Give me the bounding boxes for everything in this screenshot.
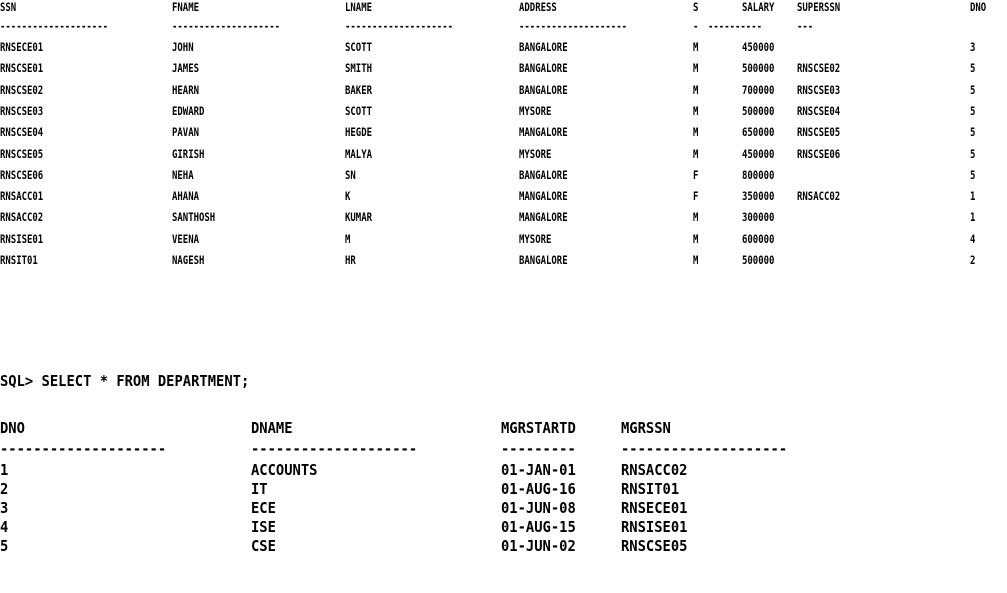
employee-header-row bbox=[0, 0, 987, 20]
cell-mgrstartd: 01-JAN-01 bbox=[501, 461, 576, 479]
cell-address: BANGALORE bbox=[519, 82, 568, 97]
cell-superssn: RNSCSE06 bbox=[797, 146, 841, 161]
cell-sex: M bbox=[693, 61, 699, 76]
cell-mgrssn: RNSCSE05 bbox=[621, 537, 688, 555]
separator: -------------------- bbox=[172, 19, 281, 33]
cell-lname: SN bbox=[345, 167, 356, 182]
cell-dno: 5 bbox=[970, 61, 976, 76]
separator: -------------------- bbox=[519, 19, 628, 33]
cell-sex: M bbox=[693, 125, 699, 140]
cell-mgrstartd: 01-JUN-08 bbox=[501, 499, 576, 517]
cell-mgrssn: RNSIT01 bbox=[621, 480, 680, 498]
cell-sex: M bbox=[693, 210, 699, 225]
cell-superssn: RNSCSE04 bbox=[797, 103, 841, 118]
cell-sex: F bbox=[693, 189, 699, 204]
cell-mgrstartd: 01-JUN-02 bbox=[501, 537, 576, 555]
col-header-ssn: SSN bbox=[0, 0, 17, 14]
cell-sex: M bbox=[693, 40, 699, 54]
cell-address: BANGALORE bbox=[519, 167, 568, 182]
cell-address: MYSORE bbox=[519, 231, 552, 246]
cell-superssn: RNSCSE03 bbox=[797, 82, 841, 97]
cell-dname: IT bbox=[251, 480, 268, 498]
cell-salary: 800000 bbox=[742, 167, 775, 182]
sql-query-text: SQL> SELECT * FROM DEPARTMENT; bbox=[0, 372, 250, 390]
separator: ---------- bbox=[708, 19, 763, 33]
separator: --- bbox=[797, 19, 814, 33]
cell-mgrstartd: 01-AUG-15 bbox=[501, 518, 576, 536]
cell-fname: VEENA bbox=[172, 231, 200, 246]
cell-dno: 4 bbox=[970, 231, 976, 246]
col-header-dno: DNO bbox=[970, 0, 987, 14]
cell-fname: JAMES bbox=[172, 61, 200, 76]
cell-ssn: RNSCSE06 bbox=[0, 167, 44, 182]
cell-salary: 350000 bbox=[742, 189, 775, 204]
cell-salary: 300000 bbox=[742, 210, 775, 225]
col-header-lname: LNAME bbox=[345, 0, 373, 14]
separator: - bbox=[693, 19, 699, 33]
cell-dno: 5 bbox=[970, 103, 976, 118]
cell-sex: M bbox=[693, 231, 699, 246]
separator: -------------------- bbox=[0, 440, 167, 458]
cell-sex: F bbox=[693, 167, 699, 182]
cell-address: MANGALORE bbox=[519, 189, 568, 204]
cell-mgrstartd: 01-AUG-16 bbox=[501, 480, 576, 498]
cell-fname: PAVAN bbox=[172, 125, 200, 140]
cell-fname: NEHA bbox=[172, 167, 194, 182]
cell-dno: 3 bbox=[0, 499, 9, 517]
cell-ssn: RNSCSE02 bbox=[0, 82, 44, 97]
cell-salary: 450000 bbox=[742, 40, 775, 54]
cell-superssn: RNSACC02 bbox=[797, 189, 841, 204]
cell-mgrssn: RNSISE01 bbox=[621, 518, 688, 536]
cell-ssn: RNSACC01 bbox=[0, 189, 44, 204]
cell-sex: M bbox=[693, 253, 699, 267]
cell-fname: SANTHOSH bbox=[172, 210, 216, 225]
cell-dno: 3 bbox=[970, 40, 976, 54]
cell-ssn: RNSACC02 bbox=[0, 210, 44, 225]
cell-address: MANGALORE bbox=[519, 125, 568, 140]
cell-dno: 5 bbox=[970, 82, 976, 97]
col-header-mgrssn: MGRSSN bbox=[621, 419, 671, 437]
cell-ssn: RNSCSE05 bbox=[0, 146, 44, 161]
col-header-salary: SALARY bbox=[742, 0, 775, 14]
cell-fname: EDWARD bbox=[172, 103, 205, 118]
cell-superssn: RNSCSE05 bbox=[797, 125, 841, 140]
cell-ssn: RNSCSE01 bbox=[0, 61, 44, 76]
cell-dno: 5 bbox=[970, 125, 976, 140]
cell-dno: 4 bbox=[0, 518, 9, 536]
cell-fname: NAGESH bbox=[172, 253, 205, 267]
col-header-mgrstartd: MGRSTARTD bbox=[501, 419, 576, 437]
separator: --------- bbox=[501, 440, 576, 458]
cell-lname: MALYA bbox=[345, 146, 373, 161]
cell-fname: JOHN bbox=[172, 40, 194, 54]
separator: -------------------- bbox=[345, 19, 454, 33]
separator: -------------------- bbox=[0, 19, 109, 33]
cell-dno: 5 bbox=[0, 537, 9, 555]
cell-sex: M bbox=[693, 146, 699, 161]
cell-lname: HEGDE bbox=[345, 125, 373, 140]
col-header-address: ADDRESS bbox=[519, 0, 557, 14]
cell-address: MYSORE bbox=[519, 103, 552, 118]
cell-dno: 1 bbox=[970, 189, 976, 204]
cell-sex: M bbox=[693, 103, 699, 118]
cell-lname: HR bbox=[345, 253, 356, 267]
employee-separator-row bbox=[0, 19, 814, 39]
cell-lname: SMITH bbox=[345, 61, 373, 76]
col-header-sex: S bbox=[693, 0, 699, 14]
cell-address: BANGALORE bbox=[519, 253, 568, 267]
cell-sex: M bbox=[693, 82, 699, 97]
separator: -------------------- bbox=[621, 440, 788, 458]
cell-salary: 500000 bbox=[742, 61, 775, 76]
cell-dname: ISE bbox=[251, 518, 276, 536]
cell-dno: 5 bbox=[970, 146, 976, 161]
col-header-fname: FNAME bbox=[172, 0, 200, 14]
col-header-dname: DNAME bbox=[251, 419, 293, 437]
sql-prompt-line bbox=[0, 372, 250, 392]
department-separator-row bbox=[0, 440, 788, 460]
cell-dname: ACCOUNTS bbox=[251, 461, 318, 479]
cell-lname: BAKER bbox=[345, 82, 373, 97]
cell-lname: KUMAR bbox=[345, 210, 373, 225]
cell-salary: 450000 bbox=[742, 146, 775, 161]
cell-fname: HEARN bbox=[172, 82, 200, 97]
cell-dno: 2 bbox=[970, 253, 976, 267]
col-header-superssn: SUPERSSN bbox=[797, 0, 841, 14]
cell-address: MYSORE bbox=[519, 146, 552, 161]
cell-address: BANGALORE bbox=[519, 61, 568, 76]
separator: -------------------- bbox=[251, 440, 418, 458]
col-header-dno: DNO bbox=[0, 419, 25, 437]
cell-salary: 700000 bbox=[742, 82, 775, 97]
cell-dname: ECE bbox=[251, 499, 276, 517]
cell-dno: 1 bbox=[970, 210, 976, 225]
cell-mgrssn: RNSECE01 bbox=[621, 499, 688, 517]
cell-dname: CSE bbox=[251, 537, 276, 555]
cell-lname: SCOTT bbox=[345, 40, 373, 54]
cell-salary: 500000 bbox=[742, 253, 775, 267]
cell-ssn: RNSISE01 bbox=[0, 231, 44, 246]
department-header-row bbox=[0, 419, 671, 439]
cell-lname: SCOTT bbox=[345, 103, 373, 118]
cell-ssn: RNSCSE03 bbox=[0, 103, 44, 118]
cell-mgrssn: RNSACC02 bbox=[621, 461, 688, 479]
cell-fname: GIRISH bbox=[172, 146, 205, 161]
cell-lname: M bbox=[345, 231, 351, 246]
cell-dno: 1 bbox=[0, 461, 9, 479]
cell-salary: 600000 bbox=[742, 231, 775, 246]
cell-salary: 650000 bbox=[742, 125, 775, 140]
cell-lname: K bbox=[345, 189, 351, 204]
cell-ssn: RNSIT01 bbox=[0, 253, 38, 267]
cell-fname: AHANA bbox=[172, 189, 200, 204]
cell-ssn: RNSECE01 bbox=[0, 40, 44, 54]
cell-address: MANGALORE bbox=[519, 210, 568, 225]
cell-salary: 500000 bbox=[742, 103, 775, 118]
cell-address: BANGALORE bbox=[519, 40, 568, 54]
cell-superssn: RNSCSE02 bbox=[797, 61, 841, 76]
cell-dno: 2 bbox=[0, 480, 9, 498]
cell-dno: 5 bbox=[970, 167, 976, 182]
cell-ssn: RNSCSE04 bbox=[0, 125, 44, 140]
